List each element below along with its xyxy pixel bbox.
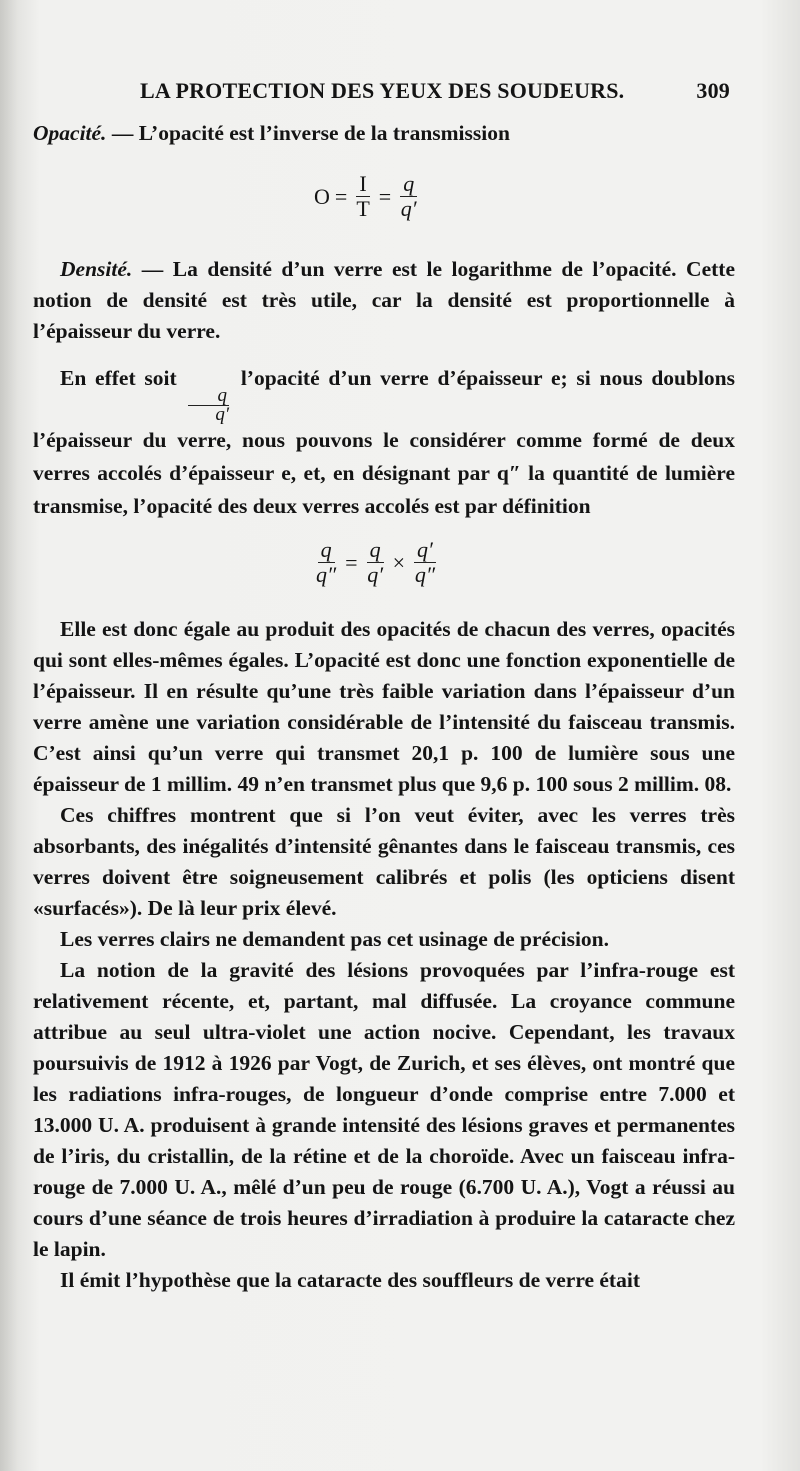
en-effet-paragraph xyxy=(33,362,735,523)
paragraph: Il émit l’hypothèse que la cataracte des souffleurs de verre était xyxy=(60,1268,640,1292)
densite-text: — La densité d’un verre est le logarithme de l’opacité. Cette notion de densité est très utile, car la densité est proportionnelle à l’épaisseur du verre. xyxy=(33,257,735,343)
fraction-denominator: q″ xyxy=(316,562,337,587)
equals-sign: = xyxy=(334,183,348,209)
fraction-denominator: q′ xyxy=(215,404,230,425)
paragraph: La notion de la gravité des lésions provoquées par l’infra-rouge est relativement récente, et, partant, mal diffusée. La croyance commune attribue au seul ultra-violet une action nocive. Cependant, les travaux poursuivis de 1912 à 1926 par Vogt, de Zurich, et ses élèves, ont montré que les radiations infra-rouges, de longueur d’onde comprise entre 7.000 et 13.000 U. A. produisent à grande intensité des lésions graves et permanentes de l’iris, du cristallin, de la rétine et de la choroïde. Avec un faisceau infra-rouge de 7.000 U. A., mêlé d’un peu de rouge (6.700 U. A.), Vogt a réussi au cours d’une séance de trois heures d’irradiation à produire la cataracte chez le lapin. xyxy=(33,958,735,1261)
fraction-one-over-t xyxy=(356,172,369,221)
fraction-denominator: q′ xyxy=(400,196,417,221)
times-sign: × xyxy=(392,549,406,575)
fraction-q-prime-over-q-double-prime xyxy=(414,538,436,587)
fraction-denominator: q′ xyxy=(367,562,383,587)
densite-label: Densité. xyxy=(60,257,133,281)
fraction-numerator: q xyxy=(188,387,229,406)
fraction-q-over-q-double-prime xyxy=(316,538,336,587)
running-header xyxy=(140,78,730,104)
paragraph: Elle est donc égale au produit des opacités de chacun des verres, opacités qui sont elles-mêmes égales. L’opacité est donc une fonction exponentielle de l’épaisseur. Il en résulte qu’une très faible variation dans l’épaisseur d’un verre amène une variation considérable de l’intensité du faisceau transmis. C’est ainsi qu’un verre qui transmet 20,1 p. 100 de lumière sous une épaisseur de 1 millim. 49 n’en transmet plus que 9,6 p. 100 sous 2 millim. 08. xyxy=(33,617,735,796)
equals-sign: = xyxy=(378,183,392,209)
formula-lhs: O xyxy=(314,183,330,209)
fraction-numerator: q′ xyxy=(414,538,436,563)
body-text xyxy=(33,614,735,1296)
fraction-denominator: q″ xyxy=(414,562,435,587)
fraction-q-over-q-prime xyxy=(400,172,417,221)
densite-paragraph xyxy=(33,254,735,347)
page-number: 309 xyxy=(696,78,730,103)
en-effet-before: En effet soit xyxy=(60,366,177,390)
paragraph: Les verres clairs ne demandent pas cet usinage de précision. xyxy=(60,927,610,951)
fraction-numerator: q xyxy=(400,172,417,197)
running-title: LA PROTECTION DES YEUX DES SOUDEURS. xyxy=(140,78,625,103)
fraction-numerator: q xyxy=(318,538,335,563)
fraction-q-over-q-prime xyxy=(367,538,384,587)
opacite-text: — L’opacité est l’inverse de la transmission xyxy=(106,121,510,145)
opacite-paragraph xyxy=(33,118,735,149)
equals-sign: = xyxy=(345,549,358,575)
fraction-numerator: I xyxy=(356,172,369,197)
fraction-denominator: T xyxy=(356,196,370,221)
opacity-formula xyxy=(314,172,421,221)
inline-fraction-q-over-q-prime xyxy=(188,387,229,424)
en-effet-after: l’opacité d’un verre d’épaisseur e; si nous doublons l’épaisseur du verre, nous pouvons le considérer comme formé de deux verres accolés d’épaisseur e, et, en désignant par q″ la quantité de lumière transmise, l’opacité des deux verres accolés est par définition xyxy=(33,366,735,518)
double-opacity-formula xyxy=(312,538,440,587)
opacite-label: Opacité. xyxy=(33,121,107,145)
fraction-numerator: q xyxy=(367,538,384,563)
paragraph: Ces chiffres montrent que si l’on veut éviter, avec les verres très absorbants, des inégalités d’intensité gênantes dans le faisceau transmis, ces verres doivent être soigneusement calibrés et polis (les opticiens disent «surfacés»). De là leur prix élevé. xyxy=(33,803,735,920)
